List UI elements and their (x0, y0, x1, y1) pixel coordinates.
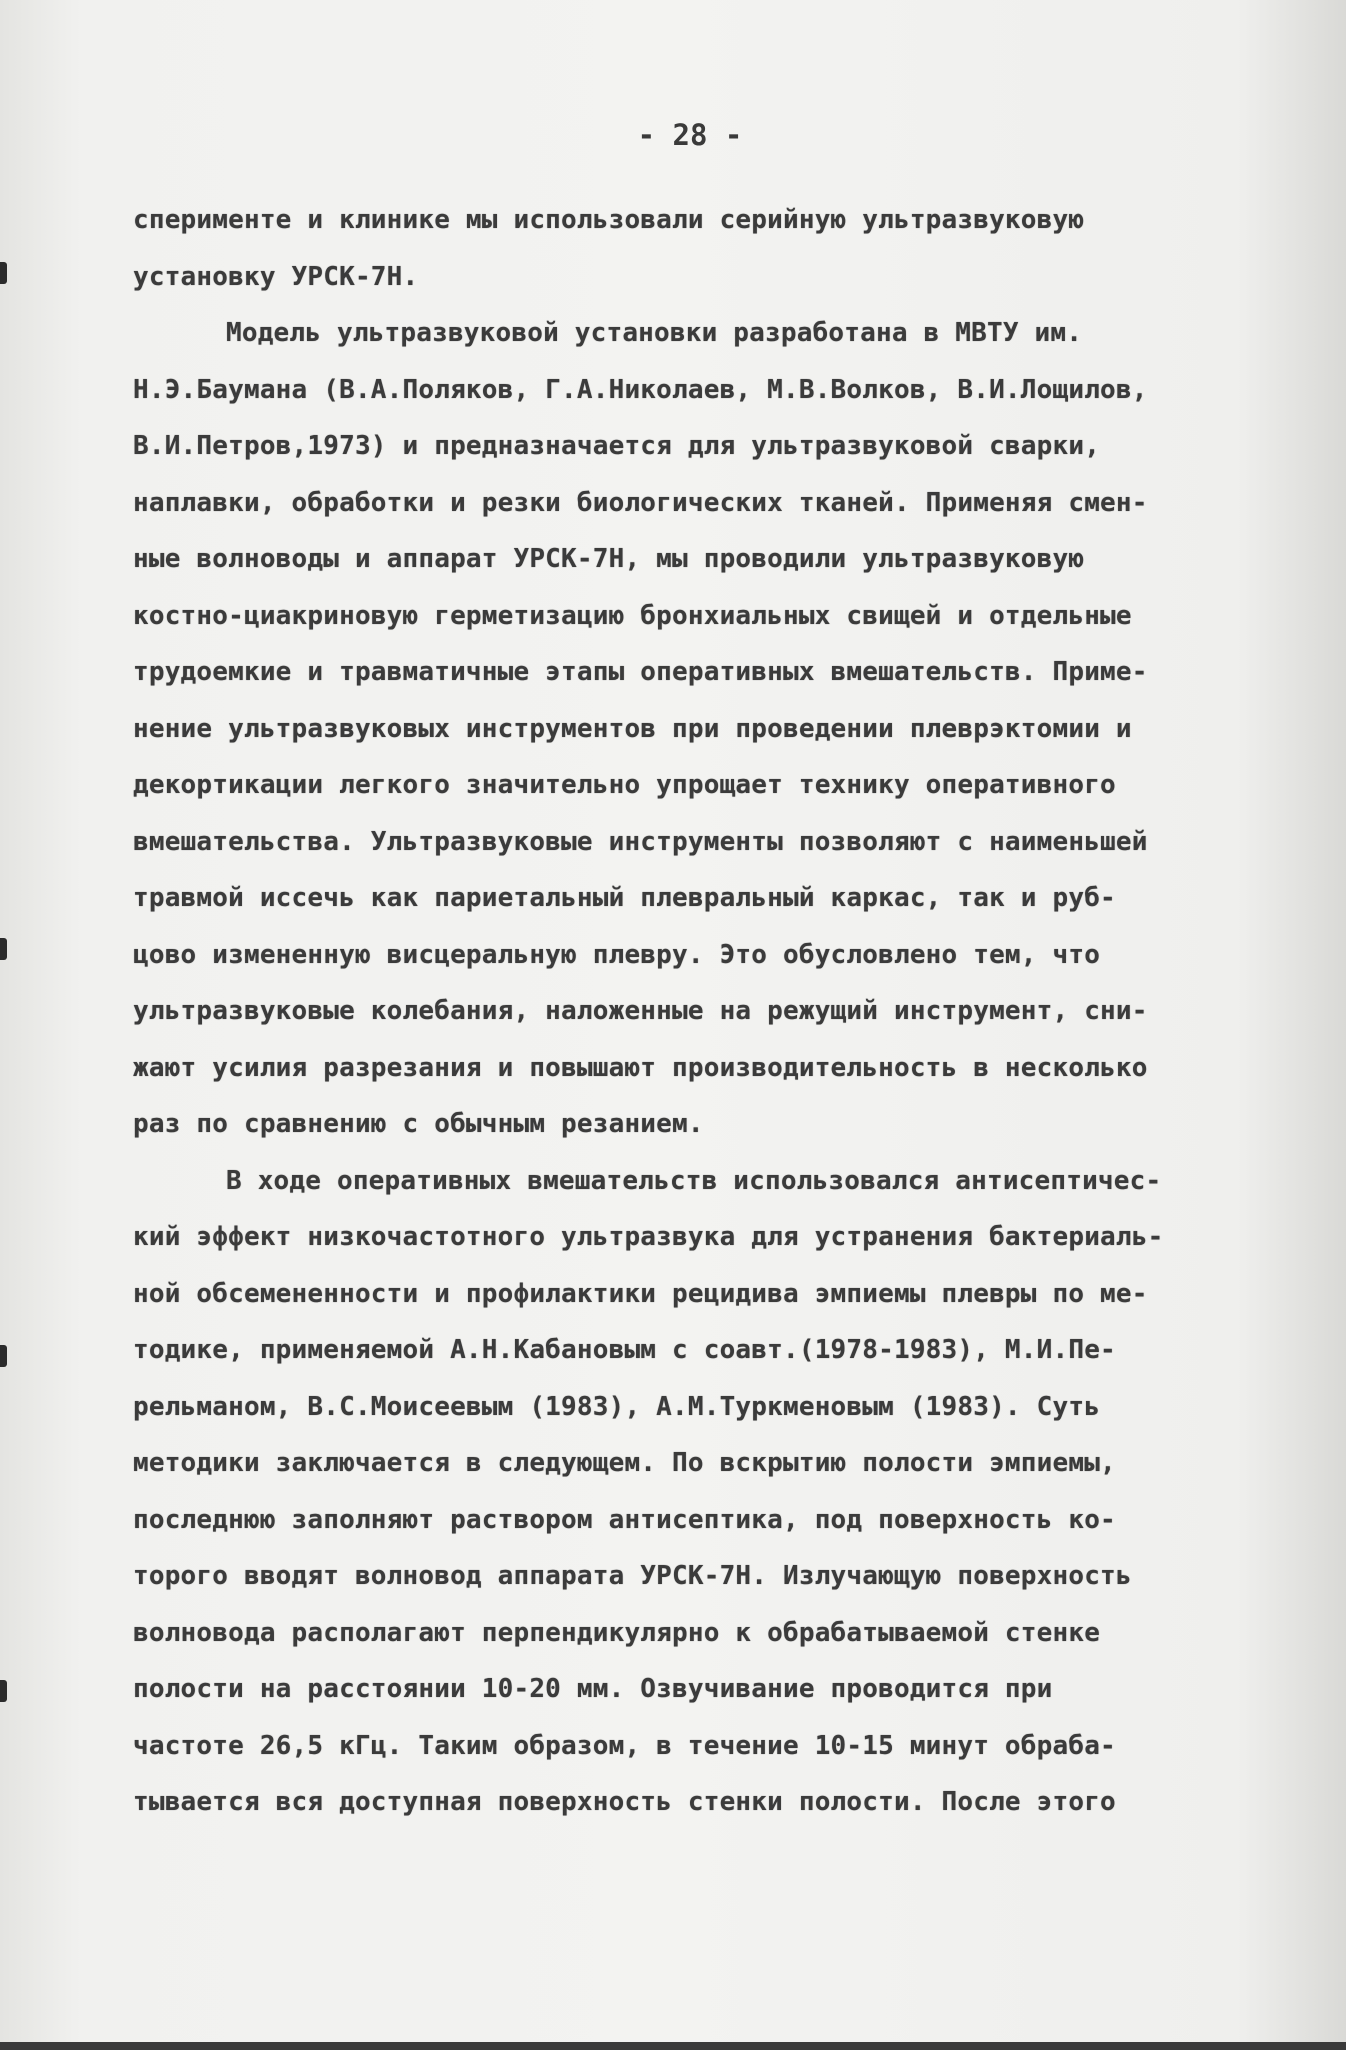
text-line: рельманом, В.С.Моисеевым (1983), А.М.Туркменовым (1983). Суть (133, 1391, 1101, 1422)
text-line: Модель ультразвуковой установки разработана в МВТУ им. (226, 318, 1083, 348)
text-line: частоте 26,5 кГц. Таким образом, в течение 10-15 минут обраба- (133, 1730, 1116, 1761)
text-line: торого вводят волновод аппарата УРСК-7Н. Излучающую поверхность (133, 1561, 1132, 1591)
text-line: трудоемкие и травматичные этапы оперативных вмешательств. Приме- (133, 657, 1148, 687)
text-line: ные волноводы и аппарат УРСК-7Н, мы проводили ультразвуковую (133, 544, 1085, 574)
text-line: тывается вся доступная поверхность стенки полости. После этого (133, 1787, 1116, 1817)
text-line: ультразвуковые колебания, наложенные на режущий инструмент, сни- (133, 996, 1148, 1026)
text-line: сперименте и клинике мы использовали серийную ультразвуковую (133, 205, 1085, 235)
text-line: жают усилия разрезания и повышают производительность в несколько (133, 1052, 1148, 1083)
text-line: костно-циакриновую герметизацию бронхиальных свищей и отдельные (133, 600, 1132, 631)
text-line: последнюю заполняют раствором антисептика, под поверхность ко- (133, 1504, 1116, 1535)
body-text (133, 192, 1283, 1831)
text-line: кий эффект низкочастотного ультразвука для устранения бактериаль- (133, 1222, 1164, 1252)
text-line: установку УРСК-7Н. (133, 261, 419, 292)
scan-edge-mark (0, 1345, 7, 1367)
page-number: - 28 - (637, 118, 743, 152)
text-line: ной обсемененности и профилактики рецидива эмпиемы плевры по ме- (133, 1278, 1148, 1309)
scan-edge-mark (0, 938, 7, 960)
scan-bottom-edge (0, 2042, 1346, 2050)
text-line: В.И.Петров,1973) и предназначается для ультразвуковой сварки, (133, 431, 1101, 461)
text-line: декортикации легкого значительно упрощает технику оперативного (133, 770, 1116, 800)
text-line: тодике, применяемой А.Н.Кабановым с соавт.(1978-1983), М.И.Пе- (133, 1335, 1116, 1365)
text-line: нение ультразвуковых инструментов при проведении плеврэктомии и (133, 713, 1132, 744)
text-line: В ходе оперативных вмешательств использовался антисептичес- (226, 1165, 1162, 1196)
text-line: волновода располагают перпендикулярно к обрабатываемой стенке (133, 1617, 1101, 1648)
scan-edge-mark (0, 1680, 7, 1702)
text-line: методики заключается в следующем. По вскрытию полости эмпиемы, (133, 1448, 1116, 1478)
text-line: цово измененную висцеральную плевру. Это обусловлено тем, что (133, 939, 1101, 970)
text-line: Н.Э.Баумана (В.А.Поляков, Г.А.Николаев, М.В.Волков, В.И.Лощилов, (133, 374, 1148, 405)
text-line: наплавки, обработки и резки биологических тканей. Применяя смен- (133, 487, 1148, 518)
text-line: травмой иссечь как париетальный плевральный каркас, так и руб- (133, 883, 1116, 913)
text-line: раз по сравнению с обычным резанием. (133, 1109, 704, 1139)
scan-edge-mark (0, 262, 7, 284)
text-line: полости на расстоянии 10-20 мм. Озвучивание проводится при (133, 1674, 1053, 1704)
text-line: вмешательства. Ультразвуковые инструменты позволяют с наименьшей (133, 826, 1148, 857)
